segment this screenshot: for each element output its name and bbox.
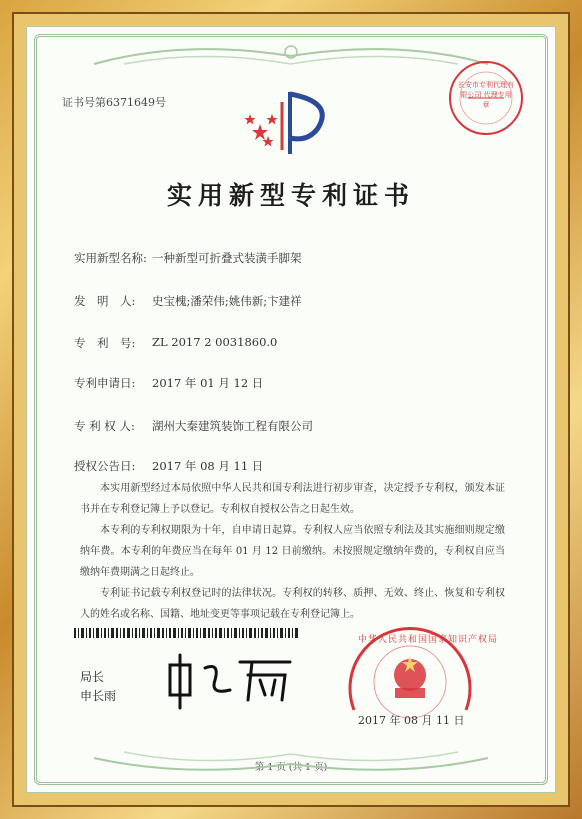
- body-paragraph-1: 本实用新型经过本局依照中华人民共和国专利法进行初步审查，决定授予专利权，颁发本证书并在专利登记簿上予以登记。专利权自授权公告之日起生效。: [80, 483, 505, 515]
- body-paragraph-3: 专利证书记载专利权登记时的法律状况。专利权的转移、质押、无效、终止、恢复和专利权人的姓名或名称、国籍、地址变更等事项记载在专利登记簿上。: [80, 588, 505, 620]
- field-value-inventors: 史宝槐;潘荣伟;姚伟新;卞建祥: [152, 294, 302, 308]
- field-value-patent-no: ZL 2017 2 0031860.0: [152, 335, 278, 349]
- field-label-patent-no: 专 利 号:: [74, 336, 136, 350]
- page-number: 第 1 页 (共 1 页): [254, 762, 328, 773]
- field-value-filing-date: 2017 年 01 月 12 日: [152, 376, 264, 390]
- seal-date: 2017 年 08 月 11 日: [358, 714, 465, 727]
- field-label-inventors: 发 明 人:: [74, 294, 136, 308]
- certificate-number: 证书号第6371649号: [62, 96, 166, 109]
- barcode: [74, 628, 300, 638]
- field-value-patentee: 湖州大秦建筑装饰工程有限公司: [152, 419, 313, 433]
- bottom-ornament: [34, 730, 548, 784]
- director-title: 局长: [80, 670, 105, 684]
- body-paragraph-2: 本专利的专利权期限为十年，自申请日起算。专利权人应当依照专利法及其实施细则规定缴纳年费。本专利的年费应当在每年 01 月 12 日前缴纳。未按照规定缴纳年费的，专利权自应当缴纳年费期满之日起终止。: [80, 525, 505, 578]
- director-name: 申长雨: [80, 689, 117, 703]
- field-label-grant-date: 授权公告日:: [74, 459, 136, 473]
- field-value-grant-date: 2017 年 08 月 11 日: [152, 459, 264, 473]
- handwritten-signature: [160, 650, 300, 710]
- certificate-body: [80, 478, 505, 625]
- field-label-filing-date: 专利申请日:: [74, 376, 136, 390]
- field-label-name: 实用新型名称:: [74, 251, 147, 265]
- official-seal-text: 中华人民共和国国家知识产权局: [358, 635, 499, 645]
- page-title: 实用新型专利证书: [166, 181, 415, 210]
- field-value-name: 一种新型可折叠式装潢手脚架: [152, 251, 302, 265]
- field-label-patentee: 专 利 权 人:: [74, 419, 135, 433]
- patent-office-logo-icon: [238, 88, 340, 160]
- agency-stamp-text: 长安市专利代理有限公司 代理专用章: [458, 81, 514, 109]
